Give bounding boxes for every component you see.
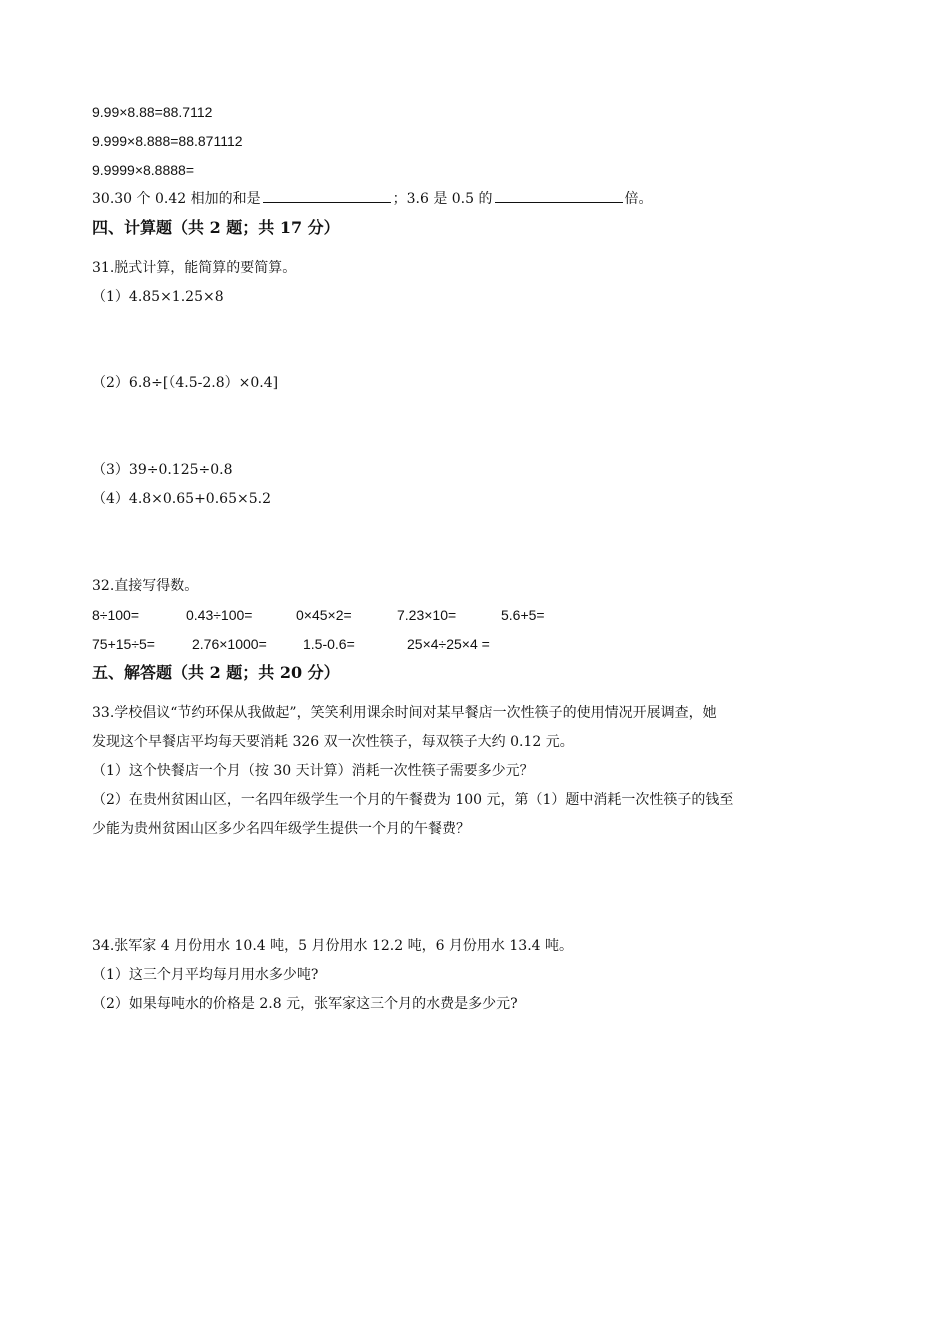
- pattern-line-1: 9.99×8.88=88.7112: [92, 104, 213, 120]
- q31-item-3: （3）39÷0.125÷0.8: [92, 462, 233, 478]
- q30-part1: 30.30 个 0.42 相加的和是: [92, 191, 261, 207]
- q33-sub-2-line-2: 少能为贵州贫困山区多少名四年级学生提供一个月的午餐费？: [92, 821, 470, 837]
- q32-item: 75+15÷5=: [92, 636, 155, 652]
- q31-item-4: （4）4.8×0.65+0.65×5.2: [92, 491, 271, 507]
- section-5-title: 五、解答题（共 2 题；共 20 分）: [92, 663, 340, 682]
- pattern-line-2: 9.999×8.888=88.871112: [92, 133, 243, 149]
- q32-item: 7.23×10=: [397, 607, 457, 623]
- q34-sub-1: （1）这三个月平均每月用水多少吨?: [92, 967, 319, 983]
- pattern-line-3: 9.9999×8.8888=: [92, 162, 194, 178]
- q32-item: 25×4÷25×4 =: [407, 636, 490, 652]
- q33-stem-line-2: 发现这个早餐店平均每天要消耗 326 双一次性筷子，每双筷子大约 0.12 元。: [92, 734, 574, 750]
- q33-stem-line-1: 33.学校倡议“节约环保从我做起”，笑笑利用课余时间对某早餐店一次性筷子的使用情况开展调查，她: [92, 705, 717, 721]
- q30-part2: ；3.6 是 0.5 的: [392, 191, 493, 207]
- q33-sub-2-line-1: （2）在贵州贫困山区，一名四年级学生一个月的午餐费为 100 元，第（1）题中消耗一次性筷子的钱至: [92, 792, 734, 808]
- q30-part3: 倍。: [624, 191, 653, 207]
- q32-item: 5.6+5=: [501, 607, 545, 623]
- q32-item: 0×45×2=: [296, 607, 352, 623]
- q30-answer-blank-1[interactable]: [263, 188, 391, 203]
- q31-stem: 31.脱式计算，能简算的要简算。: [92, 260, 297, 276]
- section-4-title: 四、计算题（共 2 题；共 17 分）: [92, 218, 340, 237]
- q32-stem: 32.直接写得数。: [92, 578, 199, 594]
- q32-item: 1.5-0.6=: [303, 636, 355, 652]
- q33-sub-1: （1）这个快餐店一个月（按 30 天计算）消耗一次性筷子需要多少元？: [92, 763, 534, 779]
- q30-answer-blank-2[interactable]: [495, 188, 623, 203]
- q31-item-1: （1）4.85×1.25×8: [92, 289, 224, 305]
- q32-item: 8÷100=: [92, 607, 140, 623]
- q32-item: 2.76×1000=: [192, 636, 267, 652]
- q34-stem: 34.张军家 4 月份用水 10.4 吨，5 月份用水 12.2 吨，6 月份用水 13.4 吨。: [92, 938, 574, 954]
- q31-item-2: （2）6.8÷[（4.5-2.8）×0.4]: [92, 375, 279, 391]
- q32-item: 0.43÷100=: [186, 607, 253, 623]
- q34-sub-2: （2）如果每吨水的价格是 2.8 元，张军家这三个月的水费是多少元?: [92, 996, 518, 1012]
- q32-row-1: [92, 604, 792, 626]
- question-30: [92, 188, 653, 210]
- q32-row-2: [92, 633, 792, 655]
